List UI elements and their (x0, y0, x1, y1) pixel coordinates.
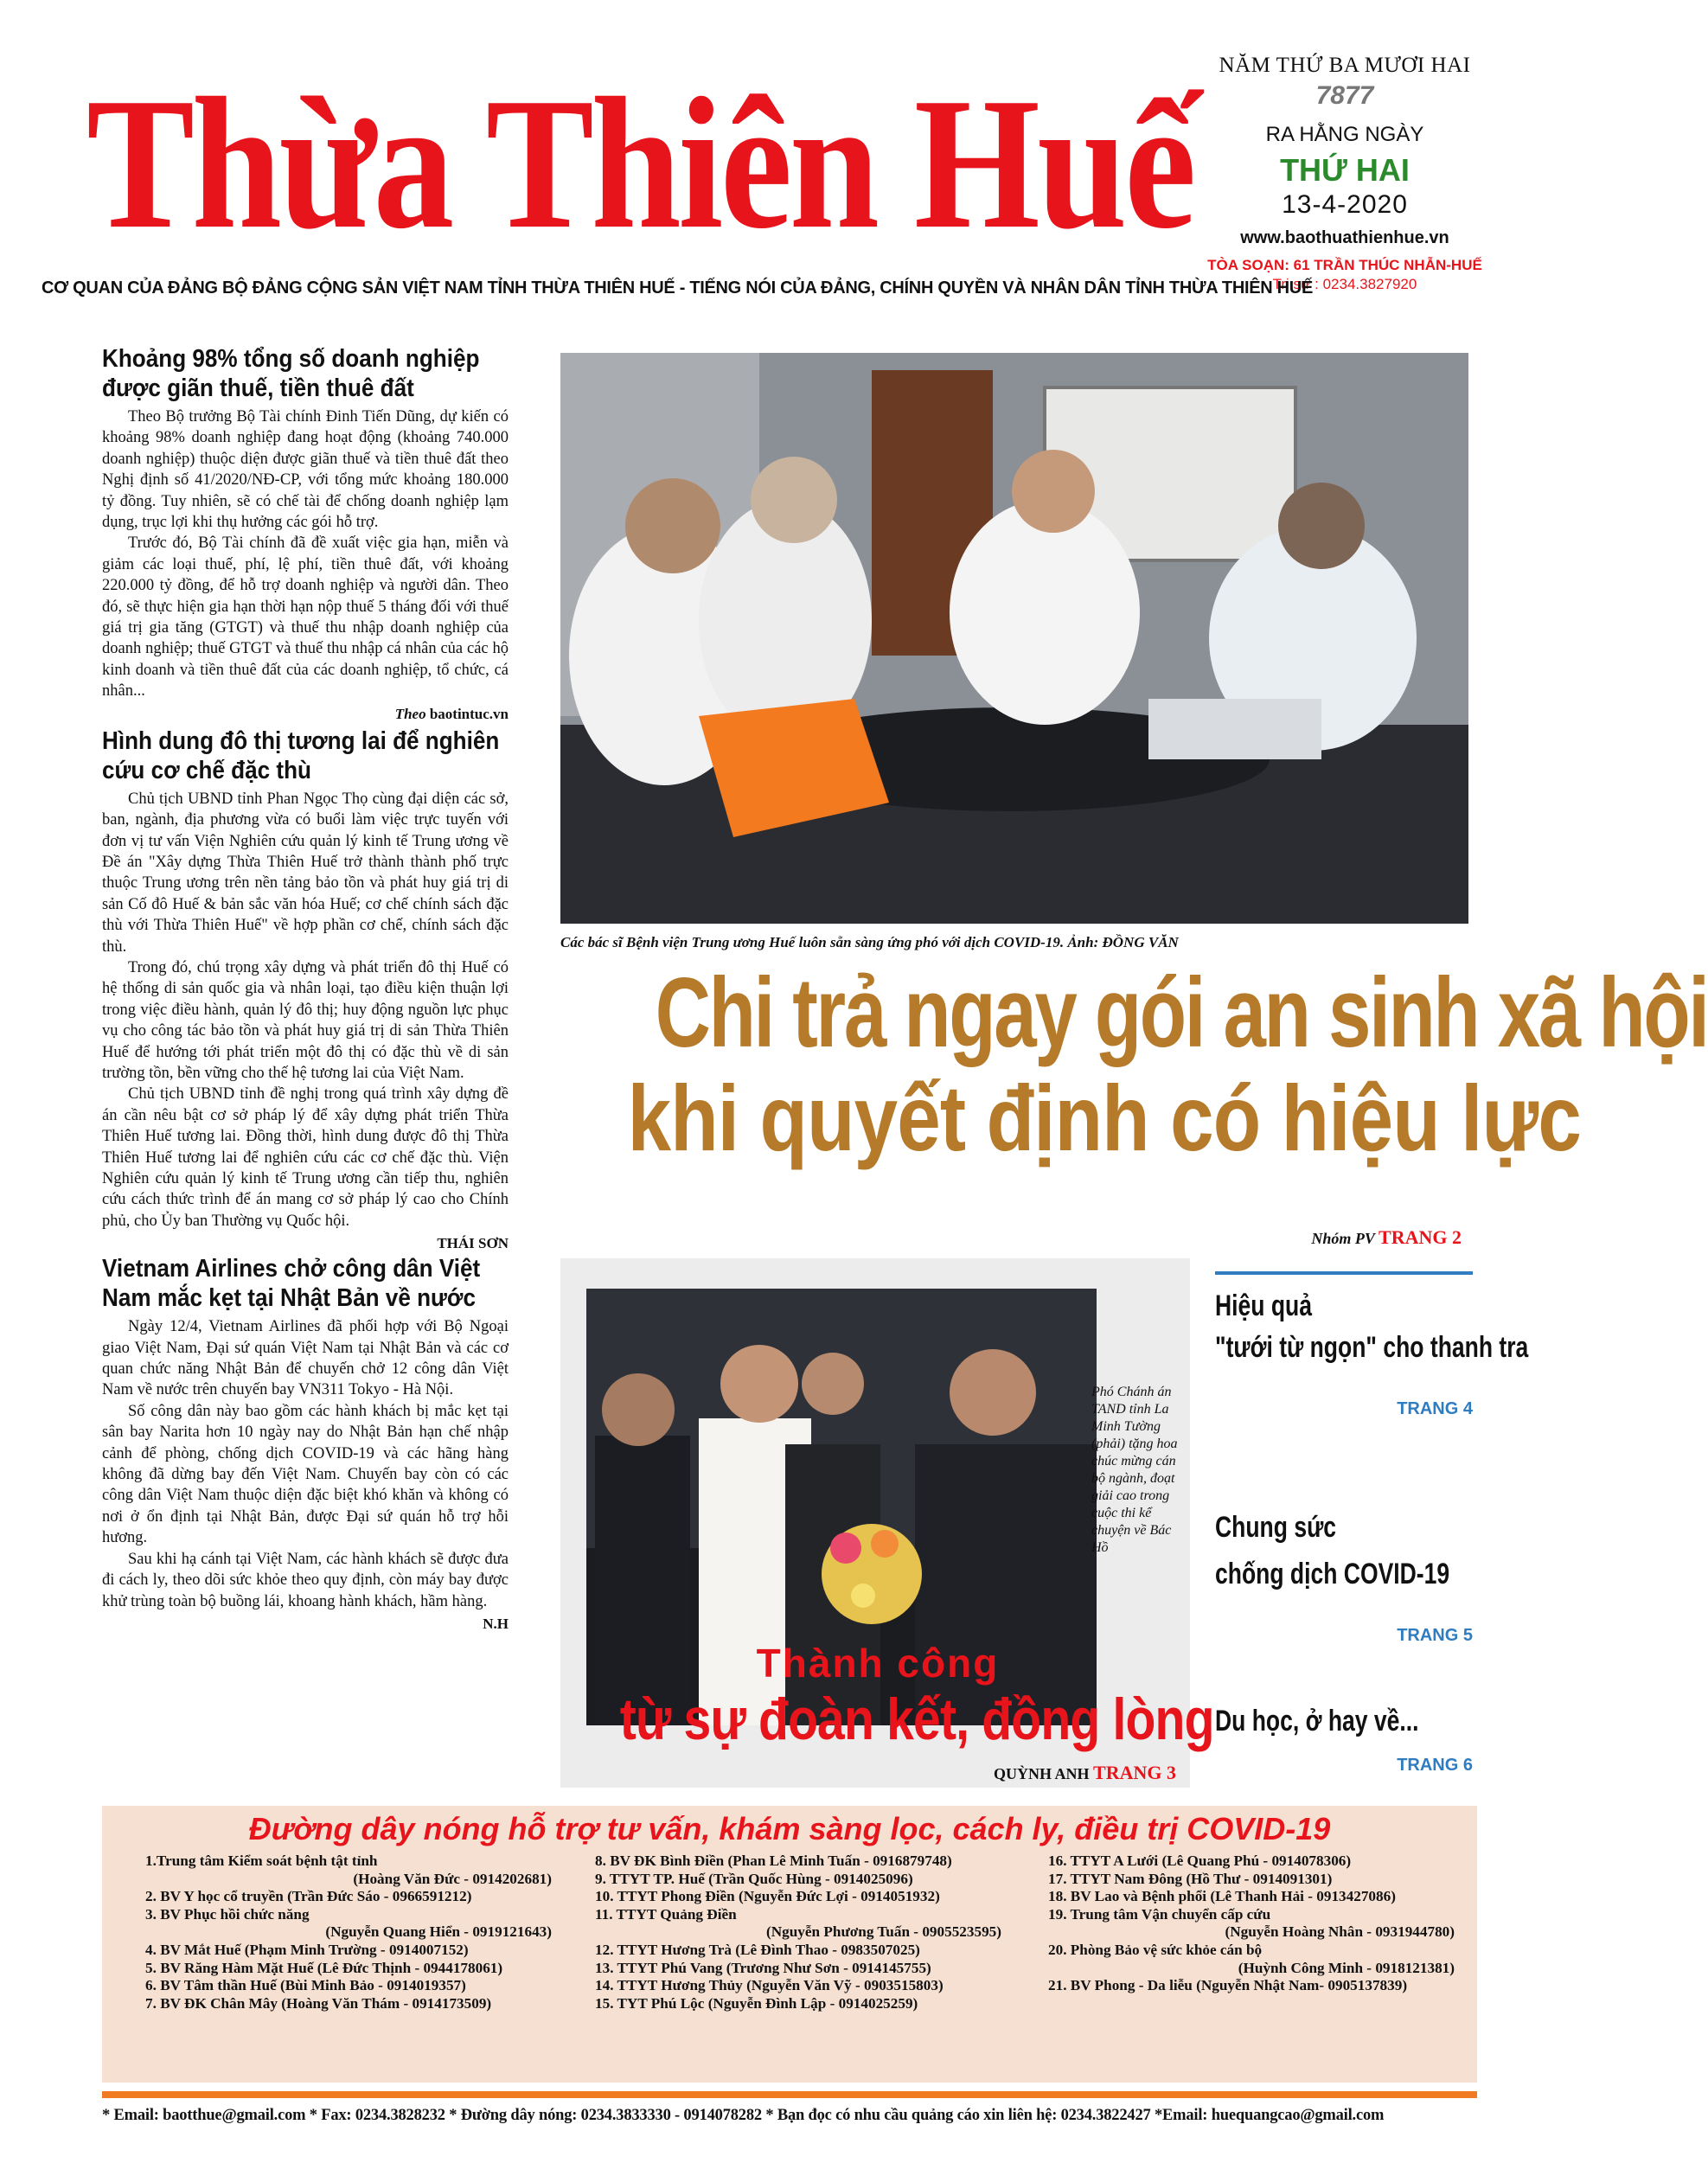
hotline-column-3 (1048, 1852, 1455, 1995)
article-paragraph: Sau khi hạ cánh tại Việt Nam, các hành khách sẽ được đưa đi cách ly, theo dõi sức khỏe theo quy định, còn máy bay được khử trùng toàn bộ buồng lái, khoang hành khách, hầm hàng. (102, 1550, 509, 1610)
feature-author: QUỲNH ANH (994, 1765, 1090, 1782)
issue-number: 7877 (1315, 81, 1374, 110)
article-taxes (102, 344, 509, 723)
hotline-column-1 (145, 1852, 552, 2012)
hotline-entry: 18. BV Lao và Bệnh phổi (Lê Thanh Hải - 0913427086) (1048, 1888, 1396, 1905)
issue-year: NĂM THỨ BA MƯƠI HAI (1219, 54, 1471, 77)
hotline-entry: 19. Trung tâm Vận chuyển cấp cứu (1048, 1905, 1271, 1923)
lead-headline[interactable] (553, 958, 1708, 1170)
article-byline: N.H (483, 1615, 509, 1632)
issue-date: 13-4-2020 (1282, 190, 1408, 219)
lead-author: Nhóm PV (1311, 1230, 1375, 1247)
feature-headline-line1: Thành công (756, 1641, 1000, 1686)
teaser-line1: Du học, ở hay về... (1215, 1705, 1419, 1737)
left-column (102, 344, 509, 1633)
article-body (102, 789, 509, 1232)
lead-caption: Các bác sĩ Bệnh viện Trung ương Huế luôn sẵn sàng ứng phó với dịch COVID-19. Ảnh: ĐỒNG VĂN (560, 934, 1179, 950)
lead-photo (560, 353, 1468, 924)
hotline-entry: 7. BV ĐK Chân Mây (Hoàng Văn Thám - 0914173509) (145, 1994, 492, 2012)
teaser-inspection[interactable] (1215, 1285, 1529, 1368)
hotline-entry: 1.Trung tâm Kiểm soát bệnh tật tỉnh (145, 1852, 378, 1869)
hotline-column-2 (595, 1852, 1001, 2012)
article-byline: THÁI SƠN (437, 1235, 509, 1252)
teaser-page-link[interactable]: TRANG 5 (1397, 1626, 1473, 1645)
lead-headline-line2: khi quyết định có hiệu lực (627, 1065, 1581, 1170)
hotline-entry: 11. TTYT Quảng Điền (595, 1905, 737, 1923)
teaser-page-link[interactable]: TRANG 6 (1397, 1756, 1473, 1775)
lead-byline (1116, 1226, 1462, 1249)
masthead-subtitle: CƠ QUAN CỦA ĐẢNG BỘ ĐẢNG CỘNG SẢN VIỆT NAM TỈNH THỪA THIÊN HUẾ - TIẾNG NÓI CỦA ĐẢNG, CHÍNH QUYỀN VÀ NHÂN DÂN TỈNH THỪA THIÊN HUẾ (42, 278, 1313, 298)
teaser-line1: Hiệu quả (1215, 1289, 1312, 1322)
article-paragraph: Trong đó, chú trọng xây dựng và phát triển đô thị Huế có hệ thống di sản quốc gia và nhân loại, tạo điều kiện thuận lợi trong việc điều hành, quản lý đô thị; huy động nguồn lực phục vụ cho công tác bảo tồn và phát huy giá trị di sản Thừa Thiên Huế để hướng tới phát triển một đô thị có đặc thù về di sản trường tồn, bền vững cho thế hệ tương lai của Việt Nam. (102, 958, 509, 1082)
masthead (86, 52, 1193, 277)
hotline-entry: (Huỳnh Công Minh - 0918121381) (1238, 1959, 1455, 1976)
feature-headline[interactable] (571, 1639, 1214, 1752)
hotline-entry: 16. TTYT A Lưới (Lê Quang Phú - 0914078306) (1048, 1852, 1352, 1869)
teaser-line2: chống dịch COVID-19 (1215, 1558, 1450, 1590)
article-paragraph: Trước đó, Bộ Tài chính đã đề xuất việc gia hạn, miễn và giảm các loại thuế, phí, lệ phí, tiền thuê đất, với khoảng 220.000 tỷ đồng, để hỗ trợ doanh nghiệp và người dân. Theo đó, sẽ thực hiện gia hạn thời hạn nộp thuế 5 tháng đối với thuế giá trị gia tăng (GTGT) và thuế thu nhập doanh nghiệp của doanh nghiệp; thuế GTGT và thuế thu nhập cá nhân của các hộ kinh doanh và tiền thuê đất của các doanh nghiệp, tổ chức, cá nhân... (102, 534, 509, 701)
teaser-line2: "tưới từ ngọn" cho thanh tra (1215, 1331, 1529, 1364)
hotline-entry: 20. Phòng Bảo vệ sức khỏe cán bộ (1048, 1941, 1263, 1958)
hotline-entry: 8. BV ĐK Bình Điền (Phan Lê Minh Tuấn - 0916879748) (595, 1852, 952, 1869)
teaser-divider (1215, 1271, 1473, 1275)
hotline-entry: 14. TTYT Hương Thủy (Nguyễn Văn Vỹ - 0903515803) (595, 1977, 944, 1994)
hotline-title: Đường dây nóng hỗ trợ tư vấn, khám sàng lọc, cách ly, điều trị COVID-19 (248, 1811, 1331, 1846)
feature-caption: Phó Chánh án TAND tỉnh La Minh Tường (phải) tặng hoa chúc mừng cán bộ ngành, đoạt giải cao trong cuộc thi kể chuyện về Bác Hồ (1091, 1385, 1178, 1555)
article-airlines (102, 1254, 509, 1633)
hotline-entry: (Nguyễn Phương Tuấn - 0905523595) (766, 1923, 1001, 1941)
hotline-entry: 12. TTYT Hương Trà (Lê Đình Thao - 0983507025) (595, 1941, 920, 1958)
hotline-entry: 15. TYT Phú Lộc (Nguyễn Đình Lập - 0914025259) (595, 1994, 918, 2012)
footer-contacts: * Email: baotthue@gmail.com * Fax: 0234.3828232 * Đường dây nóng: 0234.3833330 - 0914078282 * Bạn đọc có nhu cầu quảng cáo xin liên hệ: 0234.3822427 *Email: huequangcao@gmail.com (102, 2107, 1385, 2124)
article-urban (102, 726, 509, 1253)
hotline-entry: (Nguyễn Hoàng Nhân - 0931944780) (1225, 1923, 1455, 1941)
issue-frequency: RA HẰNG NGÀY (1265, 123, 1424, 146)
issue-office: TÒA SOẠN: 61 TRẦN THÚC NHẪN-HUẾ (1207, 257, 1482, 273)
feature-byline (899, 1762, 1176, 1784)
teaser-covid[interactable] (1215, 1507, 1450, 1595)
hotline-entry: 17. TTYT Nam Đông (Hồ Thư - 0914091301) (1048, 1870, 1333, 1887)
hotline-entry: (Nguyễn Quang Hiển - 0919121643) (325, 1923, 552, 1941)
hotline-entry: 9. TTYT TP. Huế (Trần Quốc Hùng - 0914025096) (595, 1870, 913, 1887)
lead-photo-image (560, 353, 1468, 924)
teaser-study-abroad[interactable] (1215, 1700, 1417, 1742)
hotline-entry: 5. BV Răng Hàm Mặt Huế (Lê Đức Thịnh - 0944178061) (145, 1959, 503, 1976)
article-title[interactable]: Vietnam Airlines chở công dân Việt Nam mắc kẹt tại Nhật Bản về nước (102, 1255, 481, 1313)
feature-page-link[interactable]: TRANG 3 (1093, 1762, 1176, 1783)
byline-source: baotintuc.vn (429, 705, 509, 722)
article-body (102, 406, 509, 702)
article-paragraph: Ngày 12/4, Vietnam Airlines đã phối hợp với Bộ Ngoại giao Việt Nam, Đại sứ quán Việt Nam tại Nhật Bản và các cơ quan chức năng Nhật Bản để chuyến chở 12 công dân Việt Nam về nước trên chuyến bay VN311 Tokyo - Hà Nội. (102, 1318, 509, 1399)
article-paragraph: Chủ tịch UBND tỉnh Phan Ngọc Thọ cùng đại diện các sở, ban, ngành, địa phương vừa có buổi làm việc trực tuyến với đơn vị tư vấn Viện Nghiên cứu quản lý kinh tế Trung ương về Đề án "Xây dựng Thừa Thiên Huế trở thành thành phố trực thuộc Trung ương trên nền tảng bảo tồn và phát huy giá trị di sản Cố đô Huế & bản sắc văn hóa Huế; cơ chế chính sách đặc thù với Thừa Thiên Huế" về hợp phần cơ chế, chính sách đặc thù. (102, 790, 509, 956)
hotline-entry: (Hoàng Văn Đức - 0914202681) (353, 1870, 552, 1887)
hotline-entry: 3. BV Phục hồi chức năng (145, 1905, 310, 1923)
hotline-bottom-rule (102, 2091, 1477, 2098)
hotline-entry: 6. BV Tâm thần Huế (Bùi Minh Bảo - 0914019357) (145, 1977, 466, 1994)
teaser-line1: Chung sức (1215, 1511, 1337, 1544)
teaser-page-link[interactable]: TRANG 4 (1397, 1399, 1473, 1418)
feature-headline-line2: từ sự đoàn kết, đồng lòng (619, 1686, 1214, 1752)
article-title[interactable]: Khoảng 98% tổng số doanh nghiệp được giãn thuế, tiền thuê đất (102, 345, 480, 402)
hotline-entry: 21. BV Phong - Da liễu (Nguyễn Nhật Nam- 0905137839) (1048, 1977, 1408, 1994)
article-byline (102, 706, 509, 723)
lead-page-link[interactable]: TRANG 2 (1379, 1226, 1462, 1248)
hotline-entry: 2. BV Y học cổ truyền (Trần Đức Sáo - 0966591212) (145, 1888, 472, 1905)
article-paragraph: Số công dân này bao gồm các hành khách bị mắc kẹt tại sân bay Narita hơn 10 ngày nay do Nhật Bản hạn chế nhập cảnh để phòng, chống dịch COVID-19 và các hãng hàng không đã dừng bay đến Việt Nam. Chuyến bay còn có các công dân Việt Nam thuộc diện đặc biệt khó khăn và không có nơi ở ổn định tại Nhật Bản, được Đại sứ quán hỗ trợ hỗi hương. (102, 1402, 509, 1547)
lead-headline-line1: Chi trả ngay gói an sinh xã hội (655, 958, 1708, 1068)
article-body (102, 1316, 509, 1612)
masthead-title: Thừa Thiên Huế (86, 60, 1193, 268)
issue-day: THỨ HAI (1280, 152, 1410, 188)
hotline-entry: 10. TTYT Phong Điền (Nguyễn Đức Lợi - 0914051932) (595, 1888, 940, 1905)
hotline-entry: 4. BV Mắt Huế (Phạm Minh Trường - 0914007152) (145, 1941, 469, 1958)
byline-prefix: Theo (394, 705, 426, 722)
hotline-entry: 13. TTYT Phú Vang (Trương Như Sơn - 0914145755) (595, 1959, 931, 1976)
issue-phone: Trị sự : 0234.3827920 (1272, 276, 1417, 292)
issue-website[interactable]: www.baothuathienhue.vn (1240, 228, 1449, 247)
article-paragraph: Theo Bộ trưởng Bộ Tài chính Đinh Tiến Dũng, dự kiến có khoảng 98% doanh nghiệp đang hoạt động (khoảng 740.000 doanh nghiệp) thuộc diện được giãn thuế và tiền thuê đất theo Nghị định số 41/2020/NĐ-CP, với tổng mức khoảng 180.000 tỷ đồng. Tuy nhiên, sẽ có chế tài để chống doanh nghiệp lạm dụng, trục lợi khi thụ hưởng các gói hỗ trợ. (102, 408, 509, 532)
issue-info (1206, 54, 1483, 293)
article-paragraph: Chủ tịch UBND tỉnh đề nghị trong quá trình xây dựng đề án cần nêu bật cơ sở pháp lý để xây dựng phát triển Thừa Thiên Huế tương lai. Đồng thời, hình dung được đô thị Thừa Thiên Huế tương lai để nghiên cứu các cơ chế đặc thù. Viện Nghiên cứu quản lý kinh tế Trung ương cần tiếp thu, nghiên cứu cách thức trình để án mang cơ sở pháp lý cao cho Chính phủ, cho Ủy ban Thường vụ Quốc hội. (102, 1085, 509, 1230)
article-title[interactable]: Hình dung đô thị tương lai để nghiên cứu cơ chế đặc thù (102, 726, 500, 784)
